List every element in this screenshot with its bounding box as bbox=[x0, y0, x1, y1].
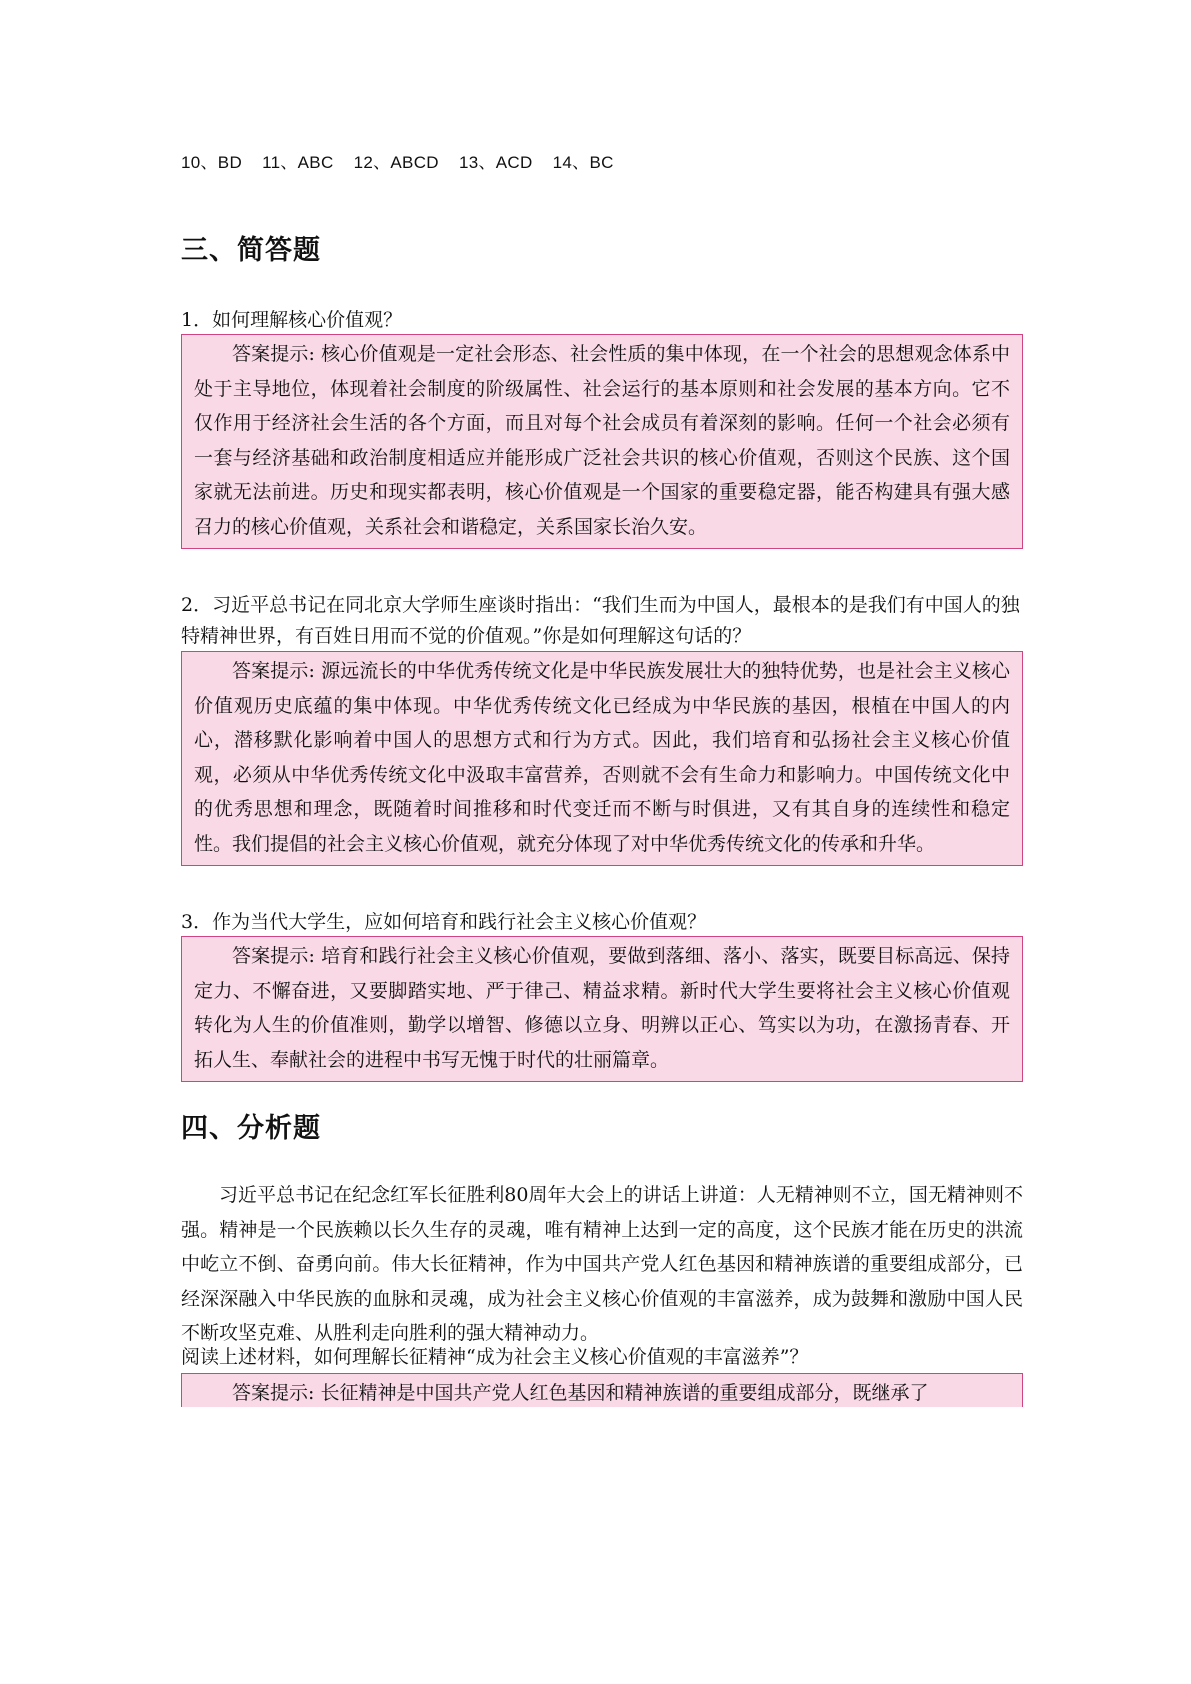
answer-box-4: 答案提示: 长征精神是中国共产党人红色基因和精神族谱的重要组成部分，既继承了 bbox=[181, 1373, 1023, 1407]
multiple-choice-answers: 10、BD 11、ABC 12、ABCD 13、ACD 14、BC bbox=[181, 153, 614, 172]
question-2: 2．习近平总书记在同北京大学师生座谈时指出：“我们生而为中国人，最根本的是我们有中国人的独特精神世界，有百姓日用而不觉的价值观。”你是如何理解这句话的？ bbox=[181, 594, 1020, 647]
analysis-question: 阅读上述材料，如何理解长征精神“成为社会主义核心价值观的丰富滋养”？ bbox=[181, 1346, 809, 1368]
question-1: 1．如何理解核心价值观？ bbox=[181, 309, 403, 331]
answer-box-2: 答案提示: 源远流长的中华优秀传统文化是中华民族发展壮大的独特优势，也是社会主义核心价值观历史底蕴的集中体现。中华优秀传统文化已经成为中华民族的基因，根植在中国人的内心，潜移默化影响着中国人的思想方式和行为方式。因此，我们培育和弘扬社会主义核心价值观，必须从中华优秀传统文化中汲取丰富营养，否则就不会有生命力和影响力。中国传统文化中的优秀思想和理念，既随着时间推移和时代变迁而不断与时俱进，又有其自身的连续性和稳定性。我们提倡的社会主义核心价值观，就充分体现了对中华优秀传统文化的传承和升华。 bbox=[181, 651, 1023, 866]
section-title-short-answer: 三、简答题 bbox=[181, 235, 321, 266]
analysis-material: 习近平总书记在纪念红军长征胜利80周年大会上的讲话上讲道：人无精神则不立，国无精神则不强。精神是一个民族赖以长久生存的灵魂，唯有精神上达到一定的高度，这个民族才能在历史的洪流中屹立不倒、奋勇向前。伟大长征精神，作为中国共产党人红色基因和精神族谱的重要组成部分，已经深深融入中华民族的血脉和灵魂，成为社会主义核心价值观的丰富滋养，成为鼓舞和激励中国人民不断攻坚克难、从胜利走向胜利的强大精神动力。 bbox=[181, 1184, 1023, 1344]
answer-box-1: 答案提示: 核心价值观是一定社会形态、社会性质的集中体现，在一个社会的思想观念体系中处于主导地位，体现着社会制度的阶级属性、社会运行的基本原则和社会发展的基本方向。它不仅作用于经济社会生活的各个方面，而且对每个社会成员有着深刻的影响。任何一个社会必须有一套与经济基础和政治制度相适应并能形成广泛社会共识的核心价值观，否则这个民族、这个国家就无法前进。历史和现实都表明，核心价值观是一个国家的重要稳定器，能否构建具有强大感召力的核心价值观，关系社会和谐稳定，关系国家长治久安。 bbox=[181, 334, 1023, 549]
question-3: 3．作为当代大学生，应如何培育和践行社会主义核心价值观？ bbox=[181, 911, 707, 933]
section-title-analysis: 四、分析题 bbox=[181, 1113, 321, 1144]
answer-box-3: 答案提示: 培育和践行社会主义核心价值观，要做到落细、落小、落实，既要目标高远、保持定力、不懈奋进，又要脚踏实地、严于律己、精益求精。新时代大学生要将社会主义核心价值观转化为人生的价值准则，勤学以增智、修德以立身、明辨以正心、笃实以为功，在激扬青春、开拓人生、奉献社会的进程中书写无愧于时代的壮丽篇章。 bbox=[181, 936, 1023, 1082]
